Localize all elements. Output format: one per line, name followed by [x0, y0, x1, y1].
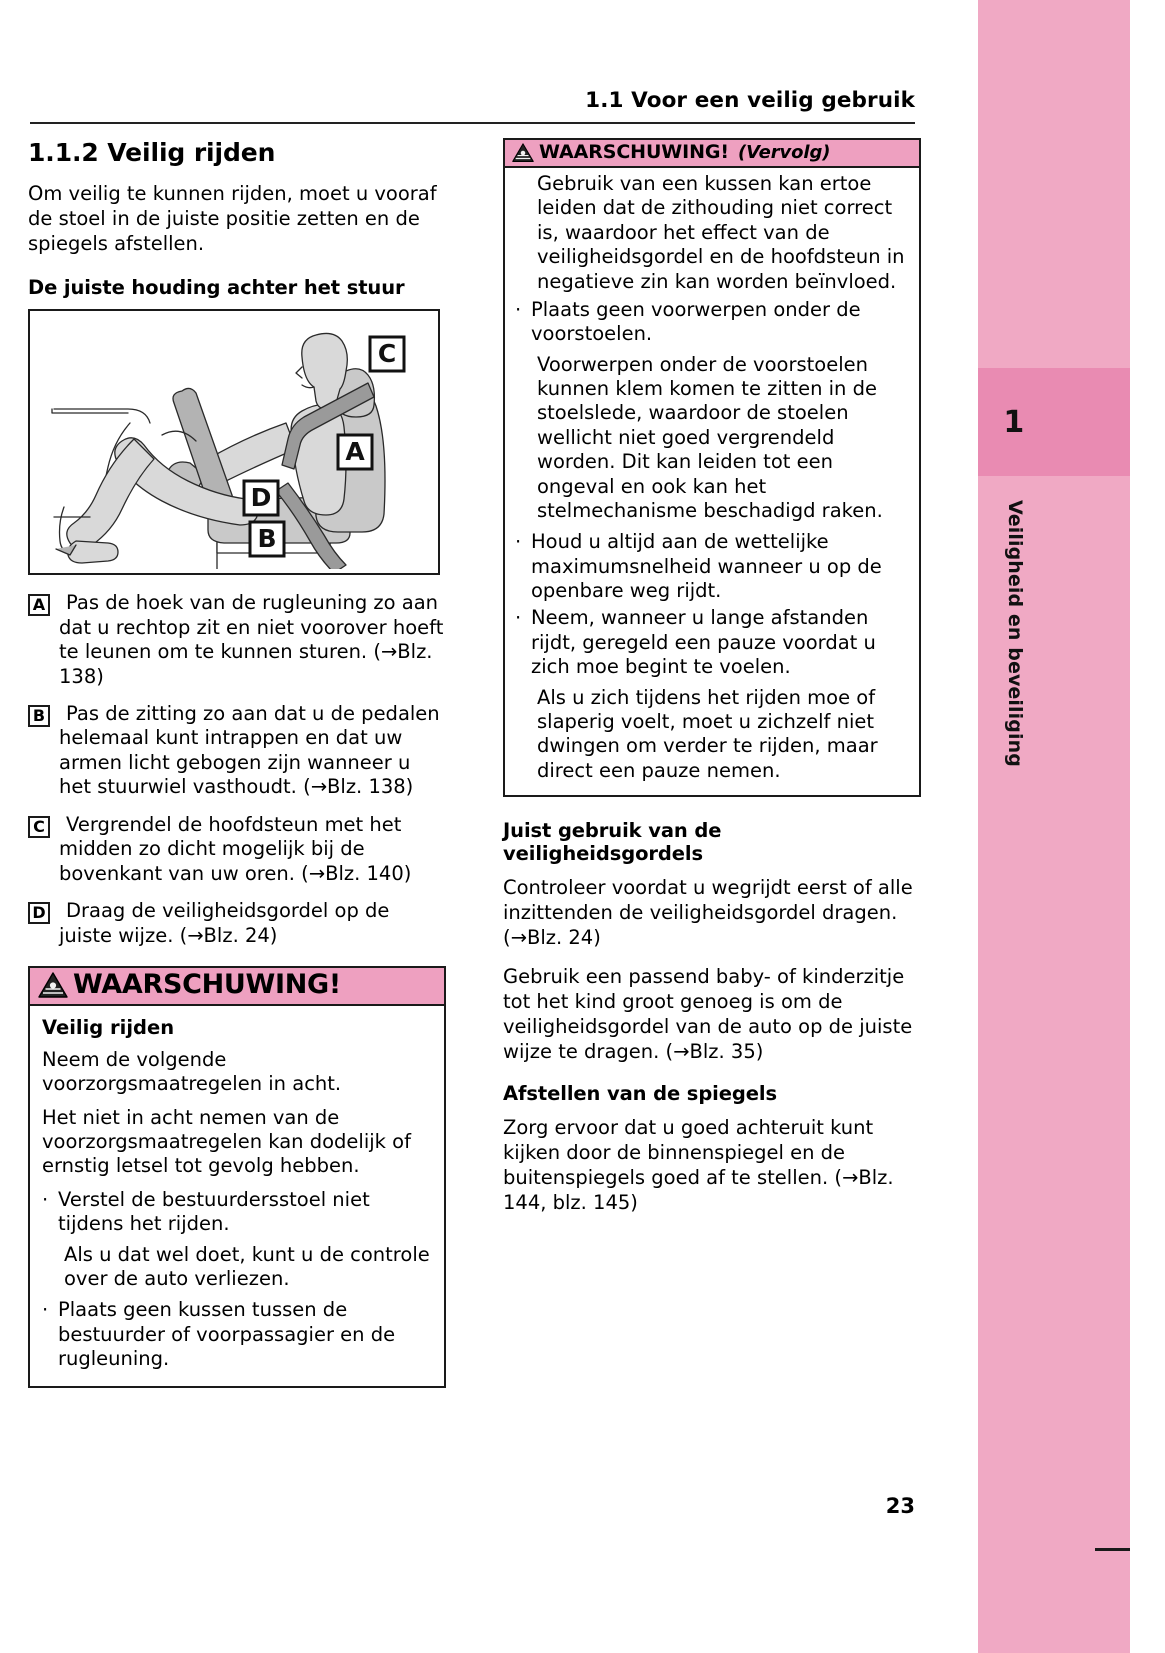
warning-bullet [42, 1298, 432, 1371]
warning-title: WAARSCHUWING! [539, 140, 729, 163]
chapter-label [960, 500, 1070, 800]
warning-triangle-icon [512, 143, 534, 163]
warning-box-body [30, 1006, 444, 1387]
driving-posture-illustration [28, 309, 440, 575]
warning-bullet-text: Houd u altijd aan de wettelijke maximumsnelheid wanneer u op de openbare weg rijdt. [531, 530, 882, 602]
warning-bullet [42, 1188, 432, 1237]
warning-bullet-text: Plaats geen kussen tussen de bestuurder of voorpassagier en de rugleuning. [58, 1298, 396, 1371]
page-number: 23 [885, 1494, 915, 1518]
list-item [28, 813, 446, 886]
warning-lead-paragraph: Gebruik van een kussen kan ertoe leiden dat de zithouding niet correct is, waardoor het effect van de veiligheidsgordel en de hoofdsteun in negatieve zin kan worden beïnvloed. [537, 172, 905, 293]
svg-text:A: A [345, 437, 365, 467]
header-divider [30, 122, 915, 124]
svg-text:B: B [257, 524, 277, 554]
left-column [28, 138, 446, 1388]
callout-text-c: Vergrendel de hoofdsteun met het midden zo dicht mogelijk bij de bovenkant van uw oren. (→Blz. 140) [59, 812, 412, 885]
posture-figure-svg [30, 311, 434, 569]
callout-text-d: Draag de veiligheidsgordel op de juiste wijze. (→Blz. 24) [59, 899, 390, 947]
svg-text:C: C [377, 339, 397, 369]
page-title: 1.1.2 Veilig rijden [28, 138, 276, 167]
bullet-dot-icon: · [42, 1298, 49, 1322]
chapter-label-text: Veiligheid en beveiliging [1004, 500, 1026, 767]
right-column [503, 138, 921, 1230]
warning-bullet [515, 298, 909, 347]
warning-bullet-subtext: Als u zich tijdens het rijden moe of slaperig voelt, moet u zichzelf niet dwingen om verder te rijden, maar direct een pauze nemen. [537, 685, 878, 782]
seatbelt-paragraph-1: Controleer voordat u wegrijdt eerst of alle inzittenden de veiligheidsgordel dragen. (→Blz. 24) [503, 876, 913, 950]
bullet-dot-icon: · [515, 530, 522, 554]
callout-label-b: B [28, 705, 50, 727]
warning-box-continued [503, 138, 921, 797]
callout-label-a: A [28, 594, 50, 616]
bullet-dot-icon: · [42, 1187, 49, 1211]
warning-box-header [30, 968, 444, 1005]
callout-text-a: Pas de hoek van de rugleuning zo aan dat u rechtop zit en niet voorover hoeft te leunen om te kunnen sturen. (→Blz. 138) [59, 591, 444, 688]
list-item [28, 899, 446, 948]
callout-a [338, 435, 372, 469]
warning-continued-label: (Vervolg) [738, 142, 831, 163]
warning-bullet [515, 530, 909, 603]
warning-triangle-icon [38, 972, 68, 999]
seatbelt-paragraph-2: Gebruik een passend baby- of kinderzitje tot het kind groot genoeg is om de veiligheidsgordel van de auto op de juiste wijze te dragen. (→Blz. 35) [503, 965, 913, 1064]
warning-bullet-text: Plaats geen voorwerpen onder de voorstoelen. [531, 297, 861, 346]
warning-box-body [505, 168, 919, 795]
subsection-heading-mirrors: Afstellen van de spiegels [503, 1082, 777, 1106]
intro-paragraph: Om veilig te kunnen rijden, moet u vooraf de stoel in de juiste positie zetten en de spiegels afstellen. [28, 182, 437, 256]
chapter-side-tab [978, 0, 1130, 1653]
bullet-dot-icon: · [515, 297, 522, 321]
callout-d [244, 481, 278, 515]
callout-label-c: C [28, 816, 50, 838]
warning-box-main [28, 966, 446, 1388]
warning-bullet-text: Neem, wanneer u lange afstanden rijdt, geregeld een pauze voordat u zich moe begint te voelen. [531, 606, 876, 679]
mirrors-paragraph: Zorg ervoor dat u goed achteruit kunt kijken door de binnenspiegel en de buitenspiegels goed af te stellen. (→Blz. 144, blz. 145) [503, 1116, 894, 1215]
callout-text-b: Pas de zitting zo aan dat u de pedalen helemaal kunt intrappen en dat uw armen licht gebogen zijn wanneer u het stuurwiel vasthoudt. (→Blz. 138) [59, 702, 440, 799]
warning-bullet-subtext: Als u dat wel doet, kunt u de controle over de auto verliezen. [64, 1242, 430, 1290]
list-item [28, 702, 446, 800]
warning-bullet-text: Verstel de bestuurdersstoel niet tijdens het rijden. [58, 1187, 370, 1236]
warning-paragraph: Neem de volgende voorzorgsmaatregelen in acht. [42, 1047, 342, 1096]
chapter-number: 1 [1003, 404, 1025, 440]
subsection-heading-posture: De juiste houding achter het stuur [28, 276, 405, 300]
bullet-dot-icon: · [515, 606, 522, 630]
running-header: 1.1 Voor een veilig gebruik [585, 88, 915, 113]
warning-bullet [515, 606, 909, 679]
callout-c [370, 337, 404, 371]
warning-paragraph: Het niet in acht nemen van de voorzorgsmaatregelen kan dodelijk of ernstig letsel tot gevolg hebben. [42, 1105, 411, 1178]
warning-subheading: Veilig rijden [42, 1015, 175, 1039]
warning-title: WAARSCHUWING! [73, 969, 341, 1001]
svg-text:D: D [250, 483, 272, 513]
subsection-heading-seatbelts: Juist gebruik van de veiligheidsgordels [503, 819, 722, 865]
callout-label-d: D [28, 902, 50, 924]
callout-b [250, 522, 284, 556]
warning-box-header [505, 140, 919, 168]
page-edge-mark [1095, 1548, 1130, 1551]
list-item [28, 591, 446, 689]
warning-bullet-subtext: Voorwerpen onder de voorstoelen kunnen klem komen te zitten in de stoelslede, waardoor de stoelen wellicht niet goed vergrendeld worden. Dit kan leiden tot een ongeval en ook kan het stelmechanisme beschadigd raken. [537, 352, 883, 522]
